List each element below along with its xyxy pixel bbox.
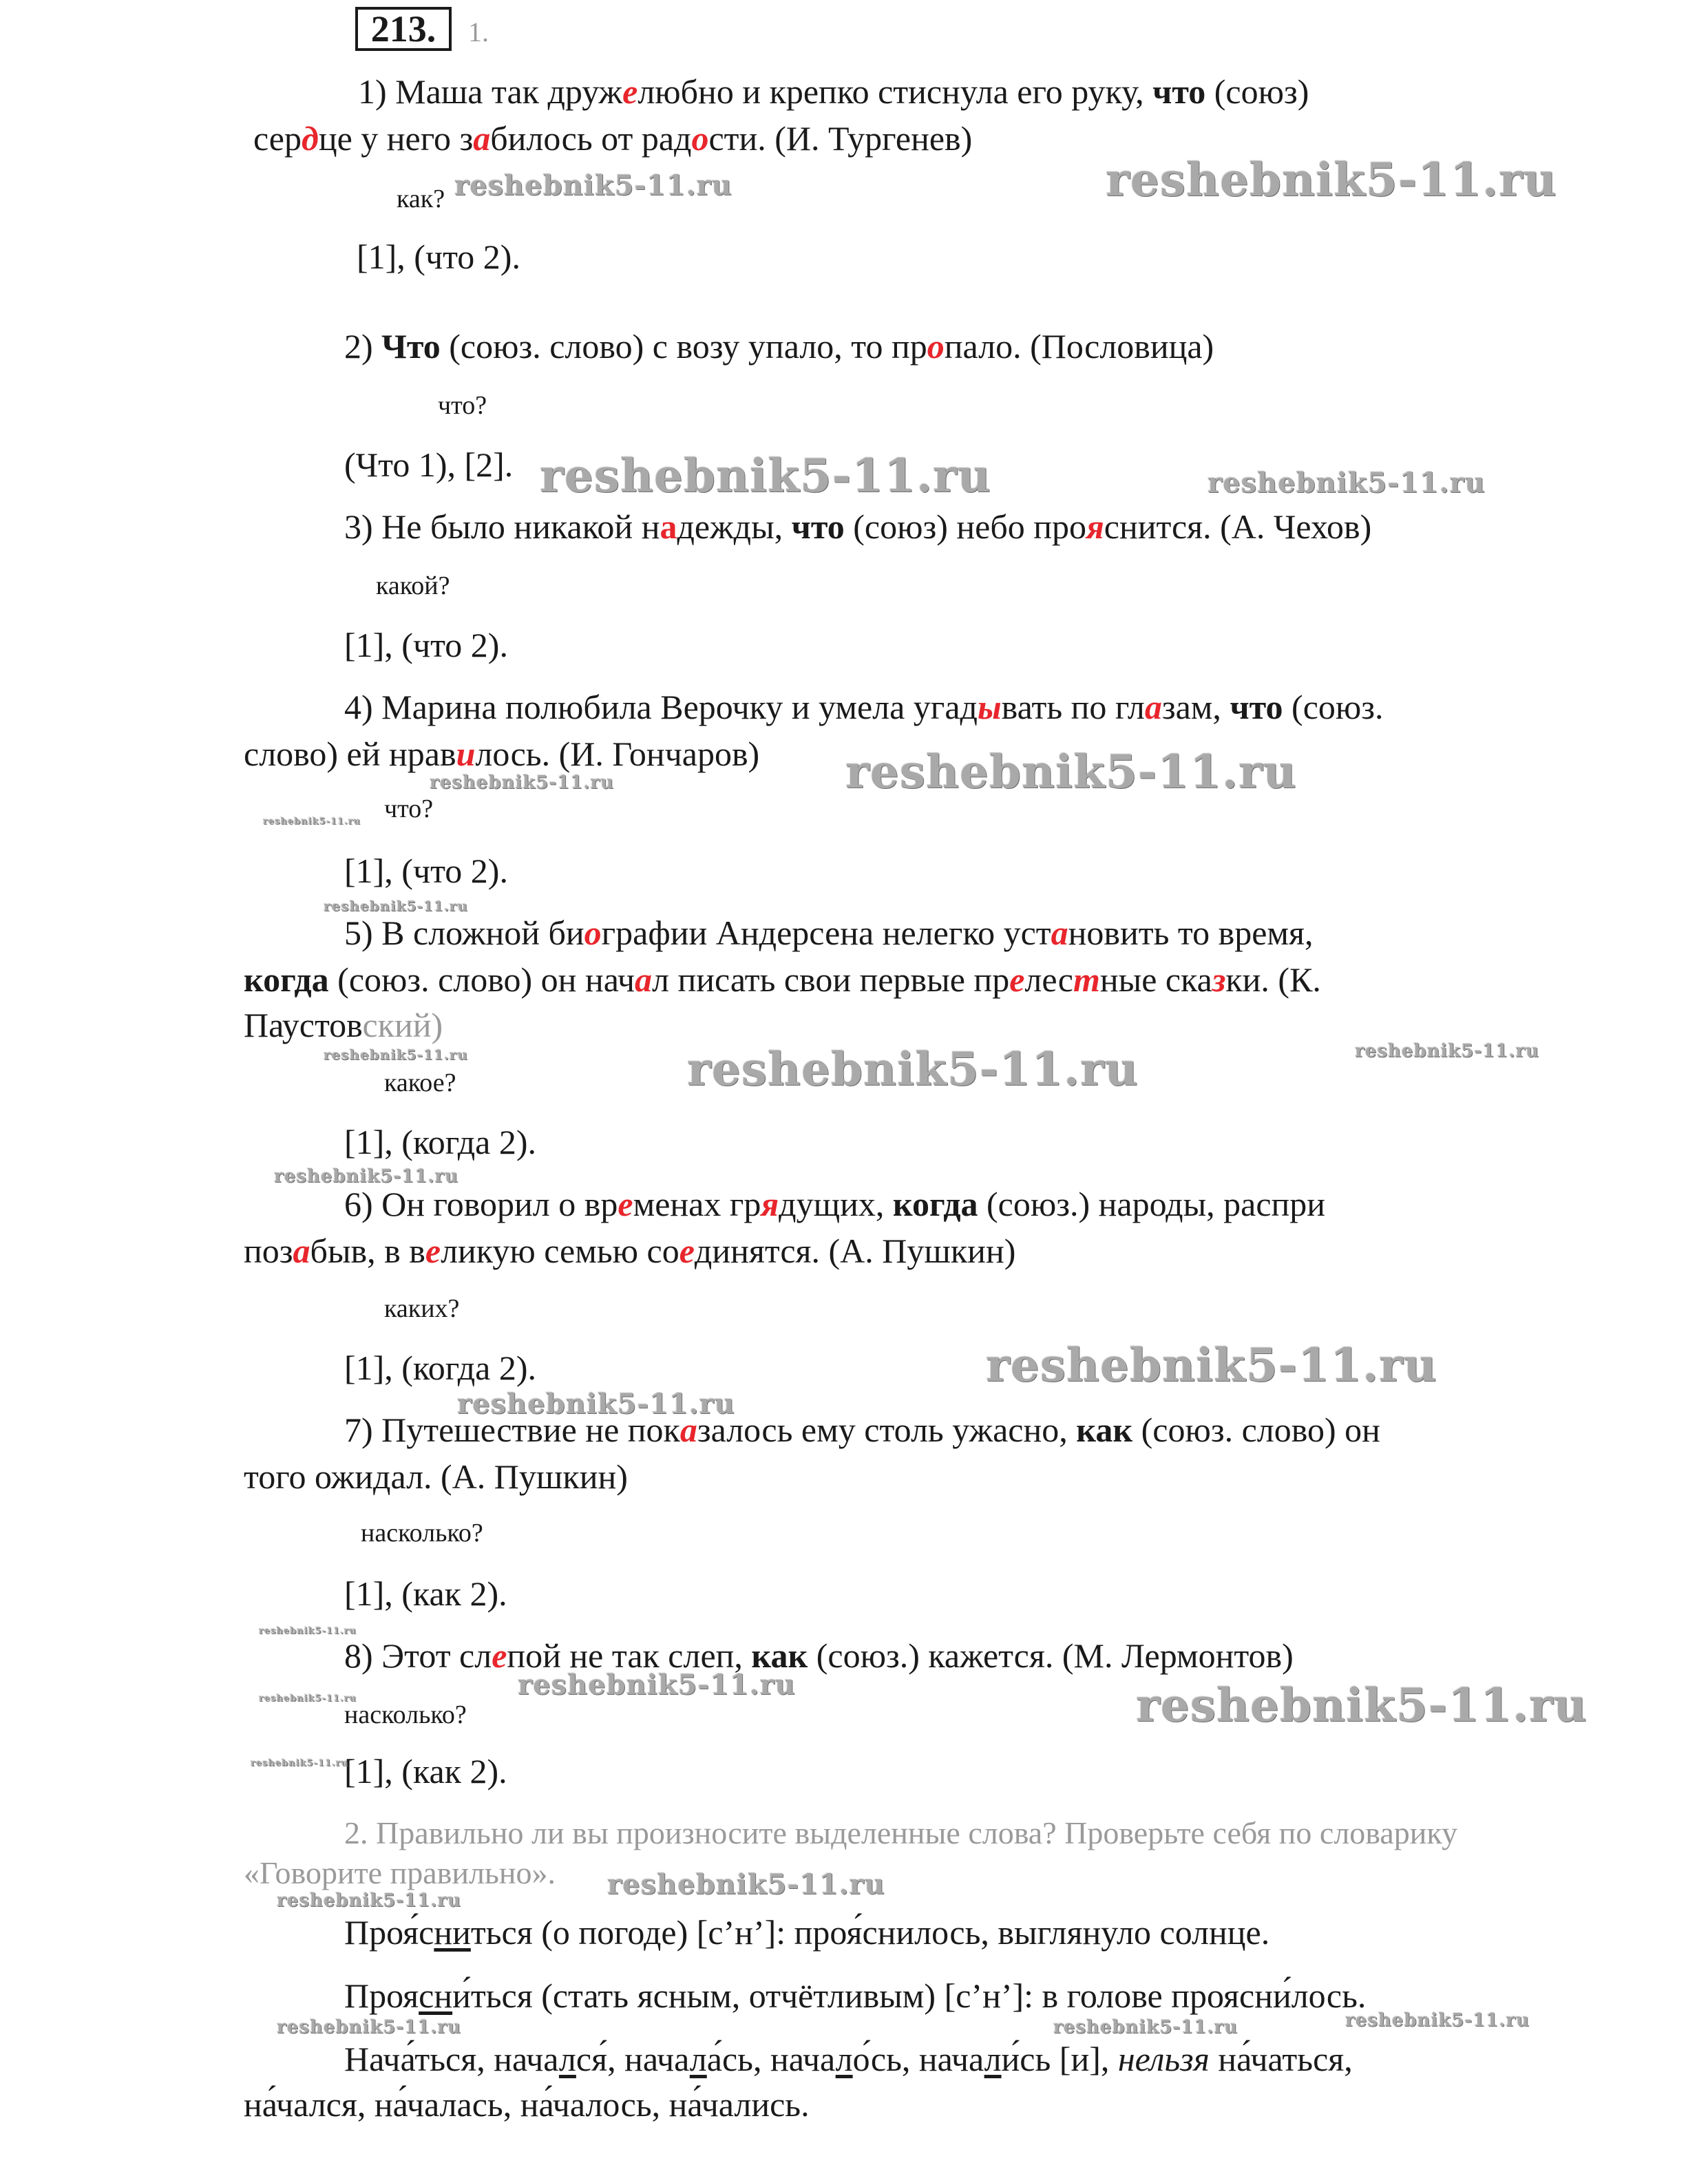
entry-proyasnitsya-clear: Проясни́ться (стать ясным, отчётливым) [с’н’]: в голове проясни́лось. <box>344 1976 1367 2015</box>
item-1-question: как? <box>397 184 445 213</box>
watermark: reshebnik5-11.ru <box>1345 2010 1530 2031</box>
item-1-line-2: сердце у него забилось от радости. (И. Тургенев) <box>253 119 973 158</box>
watermark: reshebnik5-11.ru <box>518 1669 796 1701</box>
watermark: reshebnik5-11.ru <box>457 1388 735 1420</box>
item-7-question: насколько? <box>361 1519 483 1548</box>
watermark: reshebnik5-11.ru <box>845 745 1297 799</box>
item-7-line-1: 7) Путешествие не показалось ему столь ужасно, как (союз. слово) он <box>344 1411 1380 1449</box>
watermark: reshebnik5-11.ru <box>277 1890 462 1911</box>
item-5-line-1: 5) В сложной биографии Андерсена нелегко установить то время, <box>344 913 1314 952</box>
watermark: reshebnik5-11.ru <box>687 1042 1139 1096</box>
item-4-question: что? <box>384 794 434 823</box>
item-7-scheme: [1], (как 2). <box>344 1574 507 1613</box>
item-6-line-1: 6) Он говорил о временах грядущих, когда (союз.) народы, распри <box>344 1185 1326 1223</box>
item-3-question: какой? <box>376 571 450 600</box>
item-2-line-1: 2) Что (союз. слово) с возу упало, то пропало. (Пословица) <box>344 327 1214 366</box>
watermark: reshebnik5-11.ru <box>454 169 732 202</box>
watermark: reshebnik5-11.ru <box>263 816 361 827</box>
item-2-question: что? <box>438 391 487 420</box>
entry-proyasnitsya-weather: Проя́сниться (о погоде) [с’н’]: проя́снилось, выглянуло солнце. <box>344 1913 1270 1952</box>
item-8-line-1: 8) Этот слепой не так слеп, как (союз.) кажется. (М. Лермонтов) <box>344 1636 1294 1675</box>
entry-nachatsya-line-1: Нача́ться, начался́, начала́сь, начало́сь, начали́сь [и], нельзя на́чаться, <box>344 2040 1353 2078</box>
watermark: reshebnik5-11.ru <box>1355 1041 1540 1062</box>
watermark: reshebnik5-11.ru <box>1136 1678 1588 1732</box>
watermark: reshebnik5-11.ru <box>1106 153 1557 207</box>
task-number: 213. <box>355 7 452 51</box>
item-5-line-3: Паустовский) <box>244 1006 443 1044</box>
item-8-scheme: [1], (как 2). <box>344 1752 507 1791</box>
item-5-question: какое? <box>384 1068 456 1097</box>
watermark: reshebnik5-11.ru <box>607 1868 885 1901</box>
item-1-scheme: [1], (что 2). <box>357 237 520 276</box>
watermark: reshebnik5-11.ru <box>430 772 615 793</box>
item-3-scheme: [1], (что 2). <box>344 626 508 664</box>
item-6-scheme: [1], (когда 2). <box>344 1349 537 1387</box>
watermark: reshebnik5-11.ru <box>277 2017 462 2038</box>
entry-nachatsya-line-2: на́чался, на́чалась, на́чалось, на́чались. <box>244 2085 810 2124</box>
item-4-scheme: [1], (что 2). <box>344 852 508 890</box>
item-1-line-1: 1) Маша так дружелюбно и крепко стиснула его руку, что (союз) <box>358 72 1309 111</box>
watermark: reshebnik5-11.ru <box>324 1046 468 1063</box>
watermark: reshebnik5-11.ru <box>259 1626 357 1636</box>
item-6-question: каких? <box>384 1294 460 1323</box>
watermark: reshebnik5-11.ru <box>324 898 468 914</box>
item-4-line-1: 4) Марина полюбила Верочку и умела угадывать по глазам, что (союз. <box>344 688 1384 726</box>
item-5-scheme: [1], (когда 2). <box>344 1123 537 1161</box>
watermark: reshebnik5-11.ru <box>540 449 991 503</box>
watermark: reshebnik5-11.ru <box>259 1693 357 1704</box>
item-8-question: насколько? <box>344 1700 467 1729</box>
item-7-line-2: того ожидал. (А. Пушкин) <box>244 1457 628 1496</box>
item-3-line-1: 3) Не было никакой надежды, что (союз) небо прояснится. (А. Чехов) <box>344 507 1372 546</box>
watermark: reshebnik5-11.ru <box>986 1338 1437 1392</box>
watermark: reshebnik5-11.ru <box>1208 467 1486 499</box>
part-2-instruction-line-2: «Говорите правильно». <box>244 1855 556 1890</box>
item-2-scheme: (Что 1), [2]. <box>344 445 514 484</box>
item-6-line-2: позабыв, в великую семью соединятся. (А. Пушкин) <box>244 1232 1016 1270</box>
item-4-line-2: слово) ей нравилось. (И. Гончаров) <box>244 735 760 773</box>
watermark: reshebnik5-11.ru <box>274 1166 459 1187</box>
item-5-line-2: когда (союз. слово) он начал писать свои первые прелестные сказки. (К. <box>244 960 1321 999</box>
part-2-instruction-line-1: 2. Правильно ли вы произносите выделенные слова? Проверьте себя по словарику <box>344 1815 1458 1850</box>
task-part-label: 1. <box>468 17 489 47</box>
watermark: reshebnik5-11.ru <box>1053 2017 1238 2038</box>
watermark: reshebnik5-11.ru <box>251 1758 349 1768</box>
